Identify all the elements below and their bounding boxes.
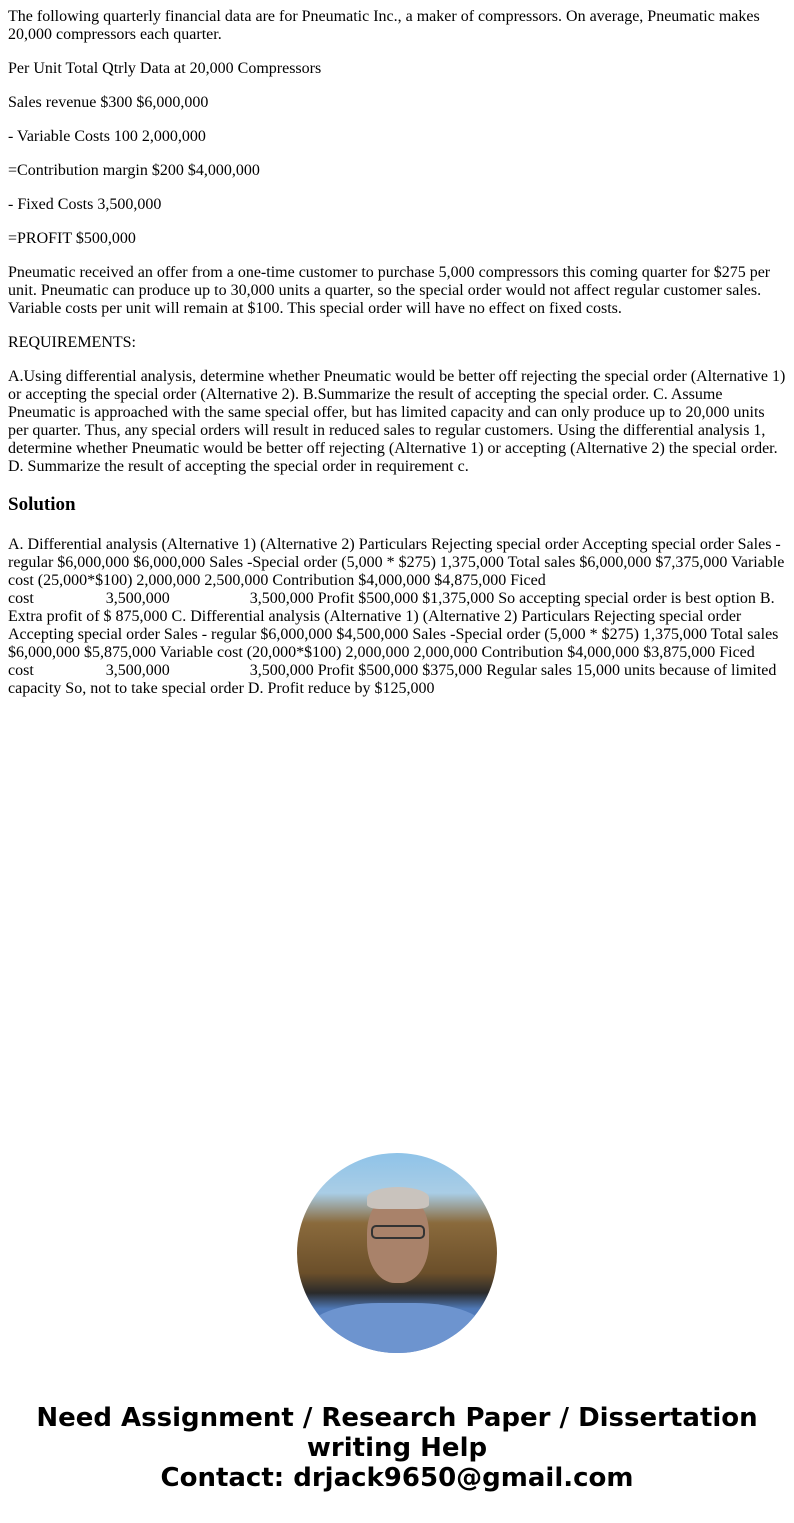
banner-headline: Need Assignment / Research Paper / Dissertation writing Help bbox=[36, 1403, 758, 1463]
table-row: - Variable Costs 100 2,000,000 bbox=[8, 128, 206, 145]
banner-contact: Contact: drjack9650@gmail.com bbox=[160, 1463, 634, 1493]
table-header: Per Unit Total Qtrly Data at 20,000 Compressors bbox=[8, 60, 322, 77]
author-photo bbox=[297, 1153, 497, 1353]
solution-body: A. Differential analysis (Alternative 1) (Alternative 2) Particulars Rejecting special order Accepting special order Sales - regular $6,000,000 $6,000,000 Sales -Special order (5,000 * $275) 1,375,000 Total sales $6,000,000 $7,375,000 Variable cost (25,000*$100) 2,000,000 2,500,000 Contribution $4,000,000 $4,875,000 Ficed cost 3,500,000 3,500,000 Profit $500,000 $1,375,000 So accepting special order is best option B. Extra profit of $ 875,000 C. Differential analysis (Alternative 1) (Alternative 2) Particulars Rejecting special order Accepting special order Sales - regular $6,000,000 $4,500,000 Sales -Special order (5,000 * $275) 1,375,000 Total sales $6,000,000 $5,875,000 Variable cost (20,000*$100) 2,000,000 2,000,000 Contribution $4,000,000 $3,875,000 Ficed cost 3,500,000 3,500,000 Profit $500,000 $375,000 Regular sales 15,000 units because of limited capacity So, not to take special order D. Profit reduce by $125,000 bbox=[8, 536, 785, 697]
contact-banner bbox=[0, 1403, 794, 1493]
table-row: =Contribution margin $200 $4,000,000 bbox=[8, 162, 260, 179]
table-row: - Fixed Costs 3,500,000 bbox=[8, 196, 162, 213]
offer-text: Pneumatic received an offer from a one-time customer to purchase 5,000 compressors this coming quarter for $275 per unit. Pneumatic can produce up to 30,000 units a quarter, so the special order would not affect regular customer sales. Variable costs per unit will remain at $100. This special order will have no effect on fixed costs. bbox=[8, 264, 771, 317]
table-row: =PROFIT $500,000 bbox=[8, 230, 136, 247]
photo-shirt bbox=[307, 1303, 487, 1353]
question-intro: The following quarterly financial data are for Pneumatic Inc., a maker of compressors. On average, Pneumatic makes 20,000 compressors each quarter. bbox=[8, 8, 760, 43]
photo-glasses bbox=[371, 1225, 425, 1239]
requirements-label: REQUIREMENTS: bbox=[8, 334, 136, 351]
table-row: Sales revenue $300 $6,000,000 bbox=[8, 94, 209, 111]
photo-hair bbox=[367, 1187, 429, 1209]
document bbox=[0, 0, 794, 698]
solution-heading: Solution bbox=[8, 494, 76, 515]
requirements-text: A.Using differential analysis, determine whether Pneumatic would be better off rejecting the special order (Alternative 1) or accepting the special order (Alternative 2). B.Summarize the result of accepting the special order. C. Assume Pneumatic is approached with the same special offer, but has limited capacity and can only produce up to 20,000 units per quarter. Thus, any special orders will result in reduced sales to regular customers. Using the differential analysis 1, determine whether Pneumatic would be better off rejecting (Alternative 1) or accepting (Alternative 2) the special order. D. Summarize the result of accepting the special order in requirement c. bbox=[8, 368, 786, 475]
